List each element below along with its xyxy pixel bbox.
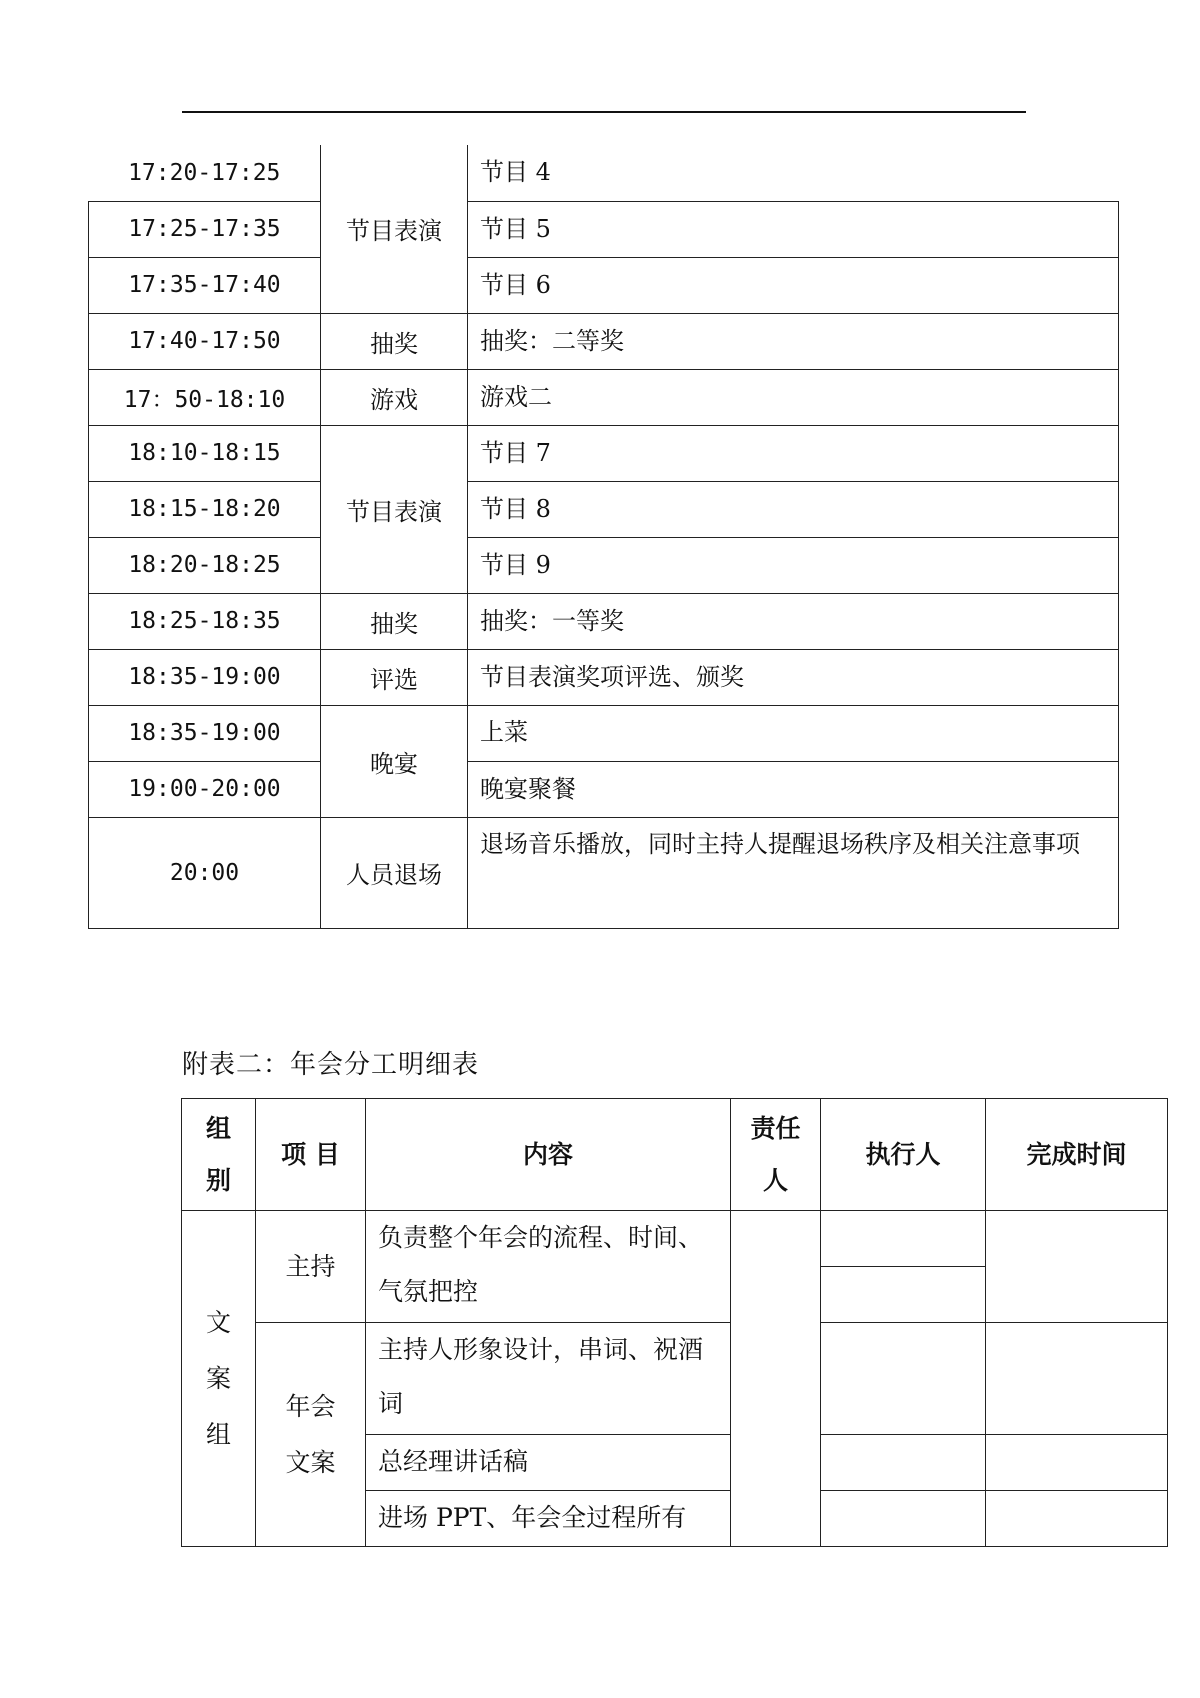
schedule-table [88,145,1119,929]
deadline-cell [986,1491,1168,1547]
group-cell: 文案组 [182,1211,256,1547]
time-cell: 18:20-18:25 [89,537,321,593]
time-cell: 20:00 [89,817,321,928]
table-row [89,593,1119,649]
time-cell: 18:35-19:00 [89,649,321,705]
desc-cell: 游戏二 [468,369,1119,425]
time-cell: 17:25-17:35 [89,201,321,257]
desc-cell: 上菜 [468,705,1119,761]
category-cell: 人员退场 [321,817,468,928]
time-cell: 18:25-18:35 [89,593,321,649]
executor-cell [821,1435,986,1491]
table-row [89,313,1119,369]
category-cell: 游戏 [321,369,468,425]
category-cell: 抽奖 [321,313,468,369]
executor-cell [821,1267,986,1323]
table-row [89,201,1119,257]
item-cell: 主持 [256,1211,366,1323]
table-row [89,257,1119,313]
table-row [89,537,1119,593]
category-cell: 晚宴 [321,705,468,817]
content-cell: 主持人形象设计，串词、祝酒词 [366,1323,731,1435]
desc-cell: 节目表演奖项评选、颁奖 [468,649,1119,705]
time-cell: 18:15-18:20 [89,481,321,537]
table-row [89,761,1119,817]
desc-cell: 退场音乐播放，同时主持人提醒退场秩序及相关注意事项 [468,817,1119,928]
content-cell: 负责整个年会的流程、时间、气氛把控 [366,1211,731,1323]
table-row [89,817,1119,928]
executor-cell [821,1323,986,1435]
header-rule [182,111,1026,113]
time-cell: 19:00-20:00 [89,761,321,817]
desc-cell: 节目 6 [468,257,1119,313]
deadline-header: 完成时间 [986,1099,1168,1211]
deadline-cell [986,1211,1168,1323]
table-row [89,649,1119,705]
executor-header: 执行人 [821,1099,986,1211]
item-cell: 年会文案 [256,1323,366,1547]
desc-cell: 节目 7 [468,425,1119,481]
deadline-cell [986,1435,1168,1491]
content-cell: 总经理讲话稿 [366,1435,731,1491]
desc-cell: 节目 9 [468,537,1119,593]
deadline-cell [986,1323,1168,1435]
table-row [182,1211,1168,1267]
category-cell: 节目表演 [321,425,468,593]
header-row [182,1099,1168,1211]
group-header: 组别 [182,1099,256,1211]
time-cell: 17:40-17:50 [89,313,321,369]
desc-cell: 节目 8 [468,481,1119,537]
owner-header: 责任人 [731,1099,821,1211]
time-cell: 18:35-19:00 [89,705,321,761]
desc-cell: 节目 5 [468,201,1119,257]
category-cell: 评选 [321,649,468,705]
appendix-caption: 附表二：年会分工明细表 [182,1050,480,1080]
time-cell: 18:10-18:15 [89,425,321,481]
desc-cell: 抽奖：二等奖 [468,313,1119,369]
category-cell: 抽奖 [321,593,468,649]
table-row [89,425,1119,481]
table-row [89,705,1119,761]
time-cell: 17:20-17:25 [89,145,321,201]
item-header: 项 目 [256,1099,366,1211]
time-cell: 17:35-17:40 [89,257,321,313]
table-row [182,1323,1168,1435]
category-cell: 节目表演 [321,145,468,313]
time-cell: 17：50-18:10 [89,369,321,425]
content-cell: 进场 PPT、年会全过程所有 [366,1491,731,1547]
owner-cell [731,1211,821,1547]
executor-cell [821,1491,986,1547]
assignment-table [181,1098,1168,1547]
executor-cell [821,1211,986,1267]
desc-cell: 晚宴聚餐 [468,761,1119,817]
table-row [89,369,1119,425]
table-row [89,145,1119,201]
content-header: 内容 [366,1099,731,1211]
desc-cell: 节目 4 [468,145,1119,201]
desc-cell: 抽奖：一等奖 [468,593,1119,649]
table-row [89,481,1119,537]
